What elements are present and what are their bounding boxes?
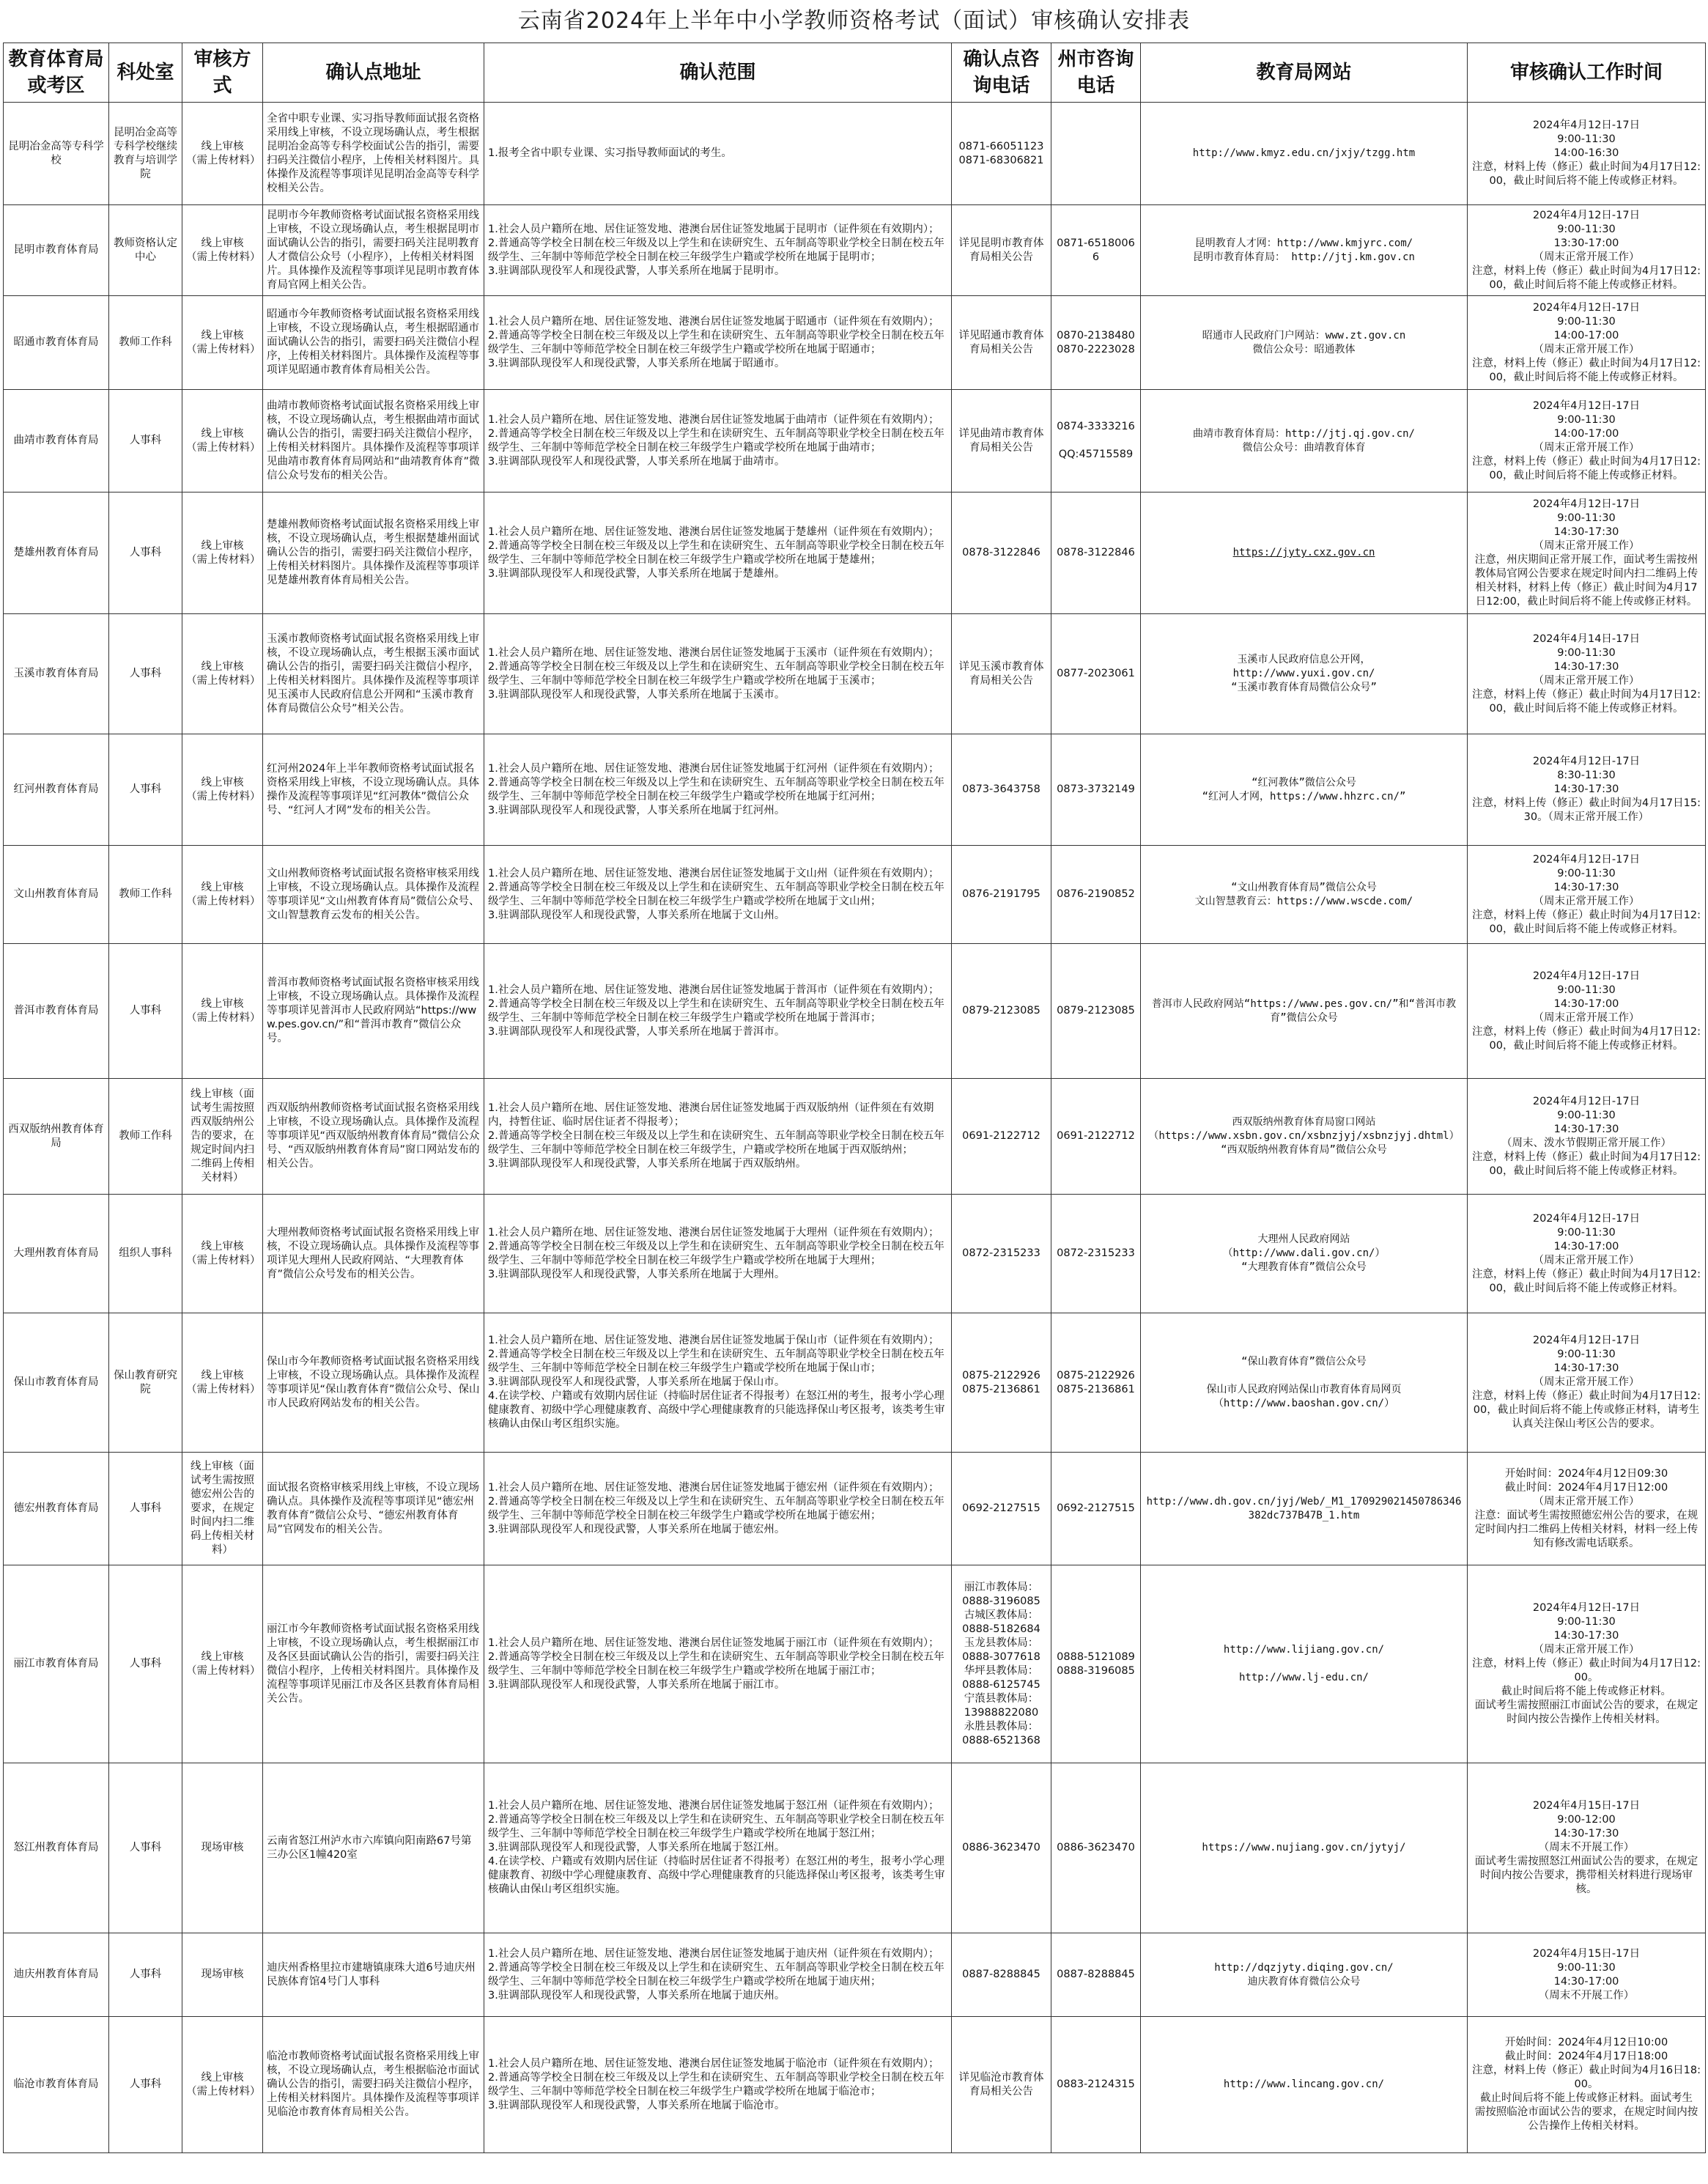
cell-website: http://dqzjyty.diqing.gov.cn/ 迪庆教育体育微信公众号	[1141, 1933, 1468, 2017]
cell-bureau: 昆明市教育体育局	[4, 205, 109, 296]
cell-address: 文山州教师资格考试面试报名资格审核采用线上审核，不设立现场确认点。具体操作及流程等事项详见“文山州教育体育局”微信公众号、文山智慧教育云发布的相关公告。	[263, 846, 484, 944]
cell-office: 人事科	[109, 390, 182, 492]
cell-website: 西双版纳州教育体育局窗口网站 （https://www.xsbn.gov.cn/xsbnzjyj/xsbnzjyj.dhtml） “西双版纳州教育体育局”微信公众号	[1141, 1079, 1468, 1195]
cell-city-phone: 0883-2124315	[1051, 2017, 1141, 2153]
cell-time: 2024年4月12日-17日 9:00-11:30 14:00-17:00 （周末正常开展工作） 注意，材料上传（修正）截止时间为4月17日12:00，截止时间后将不能上传或修正材料。	[1468, 390, 1706, 492]
table-row	[4, 1453, 1706, 1565]
cell-office: 人事科	[109, 1565, 182, 1763]
cell-office: 人事科	[109, 734, 182, 846]
cell-bureau: 昆明冶金高等专科学校	[4, 103, 109, 205]
cell-scope: 1.社会人员户籍所在地、居住证签发地、港澳台居住证签发地属于昆明市（证件须在有效期内）； 2.普通高等学校全日制在校三年级及以上学生和在读研究生、五年制高等职业学校全日制在校五年级学生、三年制中等师范学校全日制在校三年级学生户籍或学校所在地属于昆明市； 3.驻调部队现役军人和现役武警，人事关系所在地属于昆明市。	[484, 205, 952, 296]
cell-point-phone: 0871-66051123 0871-68306821	[952, 103, 1051, 205]
cell-scope: 1.社会人员户籍所在地、居住证签发地、港澳台居住证签发地属于丽江市（证件须在有效期内）； 2.普通高等学校全日制在校三年级及以上学生和在读研究生、五年制高等职业学校全日制在校五年级学生、三年制中等师范学校全日制在校三年级学生户籍或学校所在地属于丽江市； 3.驻调部队现役军人和现役武警，人事关系所在地属于丽江市。	[484, 1565, 952, 1763]
cell-point-phone: 详见曲靖市教育体育局相关公告	[952, 390, 1051, 492]
cell-address: 玉溪市教师资格考试面试报名资格采用线上审核，不设立现场确认点，考生根据玉溪市面试确认公告的指引，需要扫码关注微信小程序，上传相关材料图片。具体操作及流程等事项详见玉溪市人民政府信息公开网和“玉溪市教育体育局微信公众号”相关公告。	[263, 614, 484, 734]
cell-office: 人事科	[109, 944, 182, 1079]
cell-scope: 1.社会人员户籍所在地、居住证签发地、港澳台居住证签发地属于曲靖市（证件须在有效期内）； 2.普通高等学校全日制在校三年级及以上学生和在读研究生、五年制高等职业学校全日制在校五年级学生、三年制中等师范学校全日制在校三年级学生户籍或学校所在地属于曲靖市； 3.驻调部队现役军人和现役武警，人事关系所在地属于曲靖市。	[484, 390, 952, 492]
table-row	[4, 205, 1706, 296]
cell-bureau: 丽江市教育体育局	[4, 1565, 109, 1763]
cell-scope: 1.社会人员户籍所在地、居住证签发地、港澳台居住证签发地属于临沧市（证件须在有效期内）； 2.普通高等学校全日制在校三年级及以上学生和在读研究生、五年制高等职业学校全日制在校五年级学生、三年制中等师范学校全日制在校三年级学生户籍或学校所在地属于临沧市； 3.驻调部队现役军人和现役武警，人事关系所在地属于临沧市。	[484, 2017, 952, 2153]
cell-scope: 1.报考全省中职专业课、实习指导教师面试的考生。	[484, 103, 952, 205]
cell-address: 曲靖市教师资格考试面试报名资格采用线上审核，不设立现场确认点，考生根据曲靖市面试确认公告的指引，需要扫码关注微信小程序，上传相关材料图片。具体操作及流程等事项详见曲靖市教育体育局网站和“曲靖教育体育”微信公众号发布的相关公告。	[263, 390, 484, 492]
cell-scope: 1.社会人员户籍所在地、居住证签发地、港澳台居住证签发地属于昭通市（证件须在有效期内）； 2.普通高等学校全日制在校三年级及以上学生和在读研究生、五年制高等职业学校全日制在校五年级学生、三年制中等师范学校全日制在校三年级学生户籍或学校所在地属于昭通市； 3.驻调部队现役军人和现役武警，人事关系所在地属于昭通市。	[484, 296, 952, 390]
cell-point-phone: 0876-2191795	[952, 846, 1051, 944]
header-bureau: 教育体育局或考区	[4, 43, 109, 103]
cell-bureau: 玉溪市教育体育局	[4, 614, 109, 734]
cell-time: 开始时间：2024年4月12日10:00 截止时间：2024年4月17日18:00 注意，材料上传（修正）截止时间为4月16日18:00。 截止时间后将不能上传或修正材料。面试考生 需按照临沧市面试公告的要求，在规定时间内按公告操作上传相关材料。	[1468, 2017, 1706, 2153]
cell-method: 线上审核（面试考生需按照西双版纳州公告的要求，在规定时间内扫二维码上传相关材料）	[182, 1079, 263, 1195]
cell-address: 楚雄州教师资格考试面试报名资格采用线上审核，不设立现场确认点，考生根据楚雄州面试确认公告的指引，需要扫码关注微信小程序，上传相关材料图片。具体操作及流程等事项详见楚雄州教育体育局相关公告。	[263, 492, 484, 614]
header-time: 审核确认工作时间	[1468, 43, 1706, 103]
cell-website: “红河教体”微信公众号 “红河人才网，https://www.hhzrc.cn/”	[1141, 734, 1468, 846]
cell-address: 迪庆州香格里拉市建塘镇康珠大道6号迪庆州民族体育馆4号门人事科	[263, 1933, 484, 2017]
cell-address: 丽江市今年教师资格考试面试报名资格采用线上审核，不设立现场确认点，考生根据丽江市及各区县面试确认公告的指引，需要扫码关注微信小程序，上传相关材料图片。具体操作及流程等事项详见丽江市及各区县教育体育局相关公告。	[263, 1565, 484, 1763]
cell-website: “保山教育体育”微信公众号 保山市人民政府网站保山市教育体育局网页 （http://www.baoshan.gov.cn/）	[1141, 1313, 1468, 1453]
cell-point-phone: 0887-8288845	[952, 1933, 1051, 2017]
cell-point-phone: 0875-2122926 0875-2136861	[952, 1313, 1051, 1453]
cell-point-phone: 详见昭通市教育体育局相关公告	[952, 296, 1051, 390]
cell-bureau: 怒江州教育体育局	[4, 1763, 109, 1933]
cell-city-phone	[1051, 103, 1141, 205]
table-row	[4, 1079, 1706, 1195]
cell-website: http://www.kmyz.edu.cn/jxjy/tzgg.htm	[1141, 103, 1468, 205]
cell-bureau: 大理州教育体育局	[4, 1195, 109, 1313]
cell-bureau: 昭通市教育体育局	[4, 296, 109, 390]
cell-time: 2024年4月12日-17日 9:00-11:30 14:30-17:00 （周末正常开展工作） 注意，材料上传（修正）截止时间为4月17日12:00，截止时间后将不能上传或修正材料。	[1468, 1195, 1706, 1313]
header-address: 确认点地址	[263, 43, 484, 103]
cell-city-phone: 0879-2123085	[1051, 944, 1141, 1079]
cell-city-phone: 0886-3623470	[1051, 1763, 1141, 1933]
table-row	[4, 2017, 1706, 2153]
cell-office: 教师工作科	[109, 1079, 182, 1195]
cell-method: 线上审核（面试考生需按照德宏州公告的要求，在规定时间内扫二维码上传相关材料）	[182, 1453, 263, 1565]
cell-time: 2024年4月12日-17日 9:00-11:30 14:00-16:30 注意，材料上传（修正）截止时间为4月17日12:00，截止时间后将不能上传或修正材料。	[1468, 103, 1706, 205]
cell-office: 人事科	[109, 1763, 182, 1933]
cell-method: 线上审核 （需上传材料）	[182, 846, 263, 944]
table-row	[4, 103, 1706, 205]
table-row	[4, 1763, 1706, 1933]
website-link[interactable]: https://jyty.cxz.gov.cn	[1232, 547, 1375, 558]
cell-scope: 1.社会人员户籍所在地、居住证签发地、港澳台居住证签发地属于楚雄州（证件须在有效期内）； 2.普通高等学校全日制在校三年级及以上学生和在读研究生、五年制高等职业学校全日制在校五年级学生、三年制中等师范学校全日制在校三年级学生户籍或学校所在地属于楚雄州； 3.驻调部队现役军人和现役武警，人事关系所在地属于楚雄州。	[484, 492, 952, 614]
cell-point-phone: 0879-2123085	[952, 944, 1051, 1079]
cell-office: 人事科	[109, 492, 182, 614]
cell-method: 现场审核	[182, 1933, 263, 2017]
table-row	[4, 1565, 1706, 1763]
cell-point-phone: 详见昆明市教育体育局相关公告	[952, 205, 1051, 296]
cell-website: 普洱市人民政府网站“https://www.pes.gov.cn/”和“普洱市教育”微信公众号	[1141, 944, 1468, 1079]
cell-bureau: 西双版纳州教育体育局	[4, 1079, 109, 1195]
cell-website: 大理州人民政府网站 （http://www.dali.gov.cn/） “大理教育体育”微信公众号	[1141, 1195, 1468, 1313]
cell-website: 昆明教育人才网：http://www.kmjyrc.com/ 昆明市教育体育局： http://jtj.km.gov.cn	[1141, 205, 1468, 296]
cell-website: “文山州教育体育局”微信公众号 文山智慧教育云：https://www.wscde.com/	[1141, 846, 1468, 944]
cell-time: 2024年4月12日-17日 9:00-11:30 14:30-17:30 （周末正常开展工作） 注意，材料上传（修正）截止时间为4月17日12:00。 截止时间后将不能上传或修正材料。 面试考生需按照丽江市面试公告的要求，在规定时间内按公告操作上传相关材料。	[1468, 1565, 1706, 1763]
cell-time: 2024年4月12日-17日 9:00-11:30 14:30-17:30 （周末正常开展工作） 注意，材料上传（修正）截止时间为4月17日12:00，截止时间后将不能上传或修正材料。	[1468, 846, 1706, 944]
cell-point-phone: 详见玉溪市教育体育局相关公告	[952, 614, 1051, 734]
cell-address: 西双版纳州教师资格考试面试报名资格采用线上审核，不设立现场确认点。具体操作及流程等事项详见“西双版纳州教育体育局”微信公众号、“西双版纳州教育体育局”窗口网站发布的相关公告。	[263, 1079, 484, 1195]
cell-city-phone: 0873-3732149	[1051, 734, 1141, 846]
cell-city-phone: 0877-2023061	[1051, 614, 1141, 734]
cell-time: 2024年4月15日-17日 9:00-12:00 14:30-17:30 （周末不开展工作） 面试考生需按照怒江州面试公告的要求，在规定时间内按公告要求，携带相关材料进行现场审核。	[1468, 1763, 1706, 1933]
cell-method: 线上审核 （需上传材料）	[182, 1195, 263, 1313]
cell-address: 云南省怒江州泸水市六库镇向阳南路67号第三办公区1幢420室	[263, 1763, 484, 1933]
page-title: 云南省2024年上半年中小学教师资格考试（面试）审核确认安排表	[517, 8, 1191, 34]
cell-method: 线上审核 （需上传材料）	[182, 2017, 263, 2153]
header-website: 教育局网站	[1141, 43, 1468, 103]
cell-website: 昭通市人民政府门户网站：www.zt.gov.cn 微信公众号：昭通教体	[1141, 296, 1468, 390]
cell-scope: 1.社会人员户籍所在地、居住证签发地、港澳台居住证签发地属于德宏州（证件须在有效期内）； 2.普通高等学校全日制在校三年级及以上学生和在读研究生、五年制高等职业学校全日制在校五年级学生、三年制中等师范学校全日制在校三年级学生户籍或学校所在地属于德宏州； 3.驻调部队现役军人和现役武警，人事关系所在地属于德宏州。	[484, 1453, 952, 1565]
cell-scope: 1.社会人员户籍所在地、居住证签发地、港澳台居住证签发地属于大理州（证件须在有效期内）； 2.普通高等学校全日制在校三年级及以上学生和在读研究生、五年制高等职业学校全日制在校五年级学生、三年制中等师范学校全日制在校三年级学生户籍或学校所在地属于大理州； 3.驻调部队现役军人和现役武警，人事关系所在地属于大理州。	[484, 1195, 952, 1313]
header-method: 审核方式	[182, 43, 263, 103]
cell-bureau: 红河州教育体育局	[4, 734, 109, 846]
cell-bureau: 文山州教育体育局	[4, 846, 109, 944]
cell-method: 现场审核	[182, 1763, 263, 1933]
cell-address: 红河州2024年上半年教师资格考试面试报名资格采用线上审核，不设立现场确认点。具体操作及流程等事项详见“红河教体”微信公众号、“红河人才网”发布的相关公告。	[263, 734, 484, 846]
cell-address: 面试报名资格审核采用线上审核，不设立现场确认点。具体操作及流程等事项详见“德宏州教育体育”微信公众号、“德宏州教育体育局”官网发布的相关公告。	[263, 1453, 484, 1565]
cell-method: 线上审核 （需上传材料）	[182, 390, 263, 492]
table-row	[4, 492, 1706, 614]
cell-office: 保山教育研究院	[109, 1313, 182, 1453]
cell-website: 曲靖市教育体育局：http://jtj.qj.gov.cn/ 微信公众号：曲靖教育体育	[1141, 390, 1468, 492]
cell-point-phone: 0691-2122712	[952, 1079, 1051, 1195]
table-row	[4, 296, 1706, 390]
cell-method: 线上审核 （需上传材料）	[182, 103, 263, 205]
header-city-phone: 州市咨询电话	[1051, 43, 1141, 103]
cell-city-phone: 0887-8288845	[1051, 1933, 1141, 2017]
cell-scope: 1.社会人员户籍所在地、居住证签发地、港澳台居住证签发地属于文山州（证件须在有效期内）； 2.普通高等学校全日制在校三年级及以上学生和在读研究生、五年制高等职业学校全日制在校五年级学生、三年制中等师范学校全日制在校三年级学生户籍或学校所在地属于文山州； 3.驻调部队现役军人和现役武警，人事关系所在地属于文山州。	[484, 846, 952, 944]
cell-time: 2024年4月12日-17日 9:00-11:30 13:30-17:00 （周末正常开展工作） 注意，材料上传（修正）截止时间为4月17日12:00，截止时间后将不能上传或修正材料。	[1468, 205, 1706, 296]
cell-bureau: 保山市教育体育局	[4, 1313, 109, 1453]
cell-city-phone: 0692-2127515	[1051, 1453, 1141, 1565]
cell-address: 全省中职专业课、实习指导教师面试报名资格采用线上审核，不设立现场确认点，考生根据昆明冶金高等专科学校面试公告的指引，需要扫码关注微信小程序，上传相关材料图片。具体操作及流程等事项详见昆明冶金高等专科学校相关公告。	[263, 103, 484, 205]
cell-time: 2024年4月14日-17日 9:00-11:30 14:30-17:30 （周末正常开展工作） 注意，材料上传（修正）截止时间为4月17日12:00，截止时间后将不能上传或修正材料。	[1468, 614, 1706, 734]
cell-address: 临沧市教师资格考试面试报名资格采用线上审核，不设立现场确认点，考生根据临沧市面试确认公告的指引，需要扫码关注微信小程序，上传相关材料图片。具体操作及流程等事项详见临沧市教育体育局相关公告。	[263, 2017, 484, 2153]
cell-bureau: 德宏州教育体育局	[4, 1453, 109, 1565]
cell-website: http://www.lijiang.gov.cn/ http://www.lj-edu.cn/	[1141, 1565, 1468, 1763]
cell-address: 保山市今年教师资格考试面试报名资格采用线上审核，不设立现场确认点。具体操作及流程等事项详见“保山教育体育”微信公众号、保山市人民政府网站发布的相关公告。	[263, 1313, 484, 1453]
cell-website	[1141, 492, 1468, 614]
header-row	[4, 43, 1706, 103]
cell-method: 线上审核 （需上传材料）	[182, 944, 263, 1079]
cell-city-phone: 0870-2138480 0870-2223028	[1051, 296, 1141, 390]
cell-city-phone: 0876-2190852	[1051, 846, 1141, 944]
cell-office: 人事科	[109, 614, 182, 734]
cell-scope: 1.社会人员户籍所在地、居住证签发地、港澳台居住证签发地属于普洱市（证件须在有效期内）； 2.普通高等学校全日制在校三年级及以上学生和在读研究生、五年制高等职业学校全日制在校五年级学生、三年制中等师范学校全日制在校三年级学生户籍或学校所在地属于普洱市； 3.驻调部队现役军人和现役武警，人事关系所在地属于普洱市。	[484, 944, 952, 1079]
cell-point-phone: 0878-3122846	[952, 492, 1051, 614]
cell-scope: 1.社会人员户籍所在地、居住证签发地、港澳台居住证签发地属于西双版纳州（证件须在有效期内，持暂住证、临时居住证者不得报考）； 2.普通高等学校全日制在校三年级及以上学生和在读研究生、五年制高等职业学校全日制在校五年级学生、三年制中等师范学校全日制在校三年级学生，户籍或学校所在地属于西双版纳州； 3.驻调部队现役军人和现役武警，人事关系所在地属于西双版纳州。	[484, 1079, 952, 1195]
table-row	[4, 846, 1706, 944]
cell-method: 线上审核 （需上传材料）	[182, 492, 263, 614]
cell-bureau: 临沧市教育体育局	[4, 2017, 109, 2153]
cell-website: http://www.dh.gov.cn/jyj/Web/_M1_170929021450786346382dc737B47B_1.htm	[1141, 1453, 1468, 1565]
cell-method: 线上审核 （需上传材料）	[182, 1565, 263, 1763]
header-scope: 确认范围	[484, 43, 952, 103]
table-body	[4, 103, 1706, 2153]
cell-scope: 1.社会人员户籍所在地、居住证签发地、港澳台居住证签发地属于玉溪市（证件须在有效期内）； 2.普通高等学校全日制在校三年级及以上学生和在读研究生、五年制高等职业学校全日制在校五年级学生、三年制中等师范学校全日制在校三年级学生户籍或学校所在地属于玉溪市； 3.驻调部队现役军人和现役武警，人事关系所在地属于玉溪市。	[484, 614, 952, 734]
cell-time: 2024年4月12日-17日 9:00-11:30 14:30-17:30 （周末、泼水节假期正常开展工作） 注意，材料上传（修正）截止时间为4月17日12:00，截止时间后将不能上传或修正材料。	[1468, 1079, 1706, 1195]
cell-time: 2024年4月12日-17日 9:00-11:30 14:00-17:00 （周末正常开展工作） 注意，材料上传（修正）截止时间为4月17日12:00，截止时间后将不能上传或修正材料。	[1468, 296, 1706, 390]
cell-bureau: 楚雄州教育体育局	[4, 492, 109, 614]
table-row	[4, 614, 1706, 734]
table-row	[4, 390, 1706, 492]
cell-city-phone: 0874-3333216 QQ:45715589	[1051, 390, 1141, 492]
cell-method: 线上审核 （需上传材料）	[182, 1313, 263, 1453]
schedule-table	[3, 43, 1706, 2153]
table-row	[4, 1195, 1706, 1313]
cell-method: 线上审核 （需上传材料）	[182, 205, 263, 296]
cell-point-phone: 0873-3643758	[952, 734, 1051, 846]
table-row	[4, 944, 1706, 1079]
cell-city-phone: 0691-2122712	[1051, 1079, 1141, 1195]
cell-point-phone: 丽江市教体局： 0888-3196085 古城区教体局： 0888-5182684 玉龙县教体局： 0888-3077618 华坪县教体局： 0888-6125745 宁蒗县教体局： 13988822080 永胜县教体局： 0888-6521368	[952, 1565, 1051, 1763]
cell-time: 2024年4月12日-17日 9:00-11:30 14:30-17:30 （周末正常开展工作） 注意，材料上传（修正）截止时间为4月17日12:00，截止时间后将不能上传或修正材料，请考生认真关注保山考区公告的要求。	[1468, 1313, 1706, 1453]
cell-time: 2024年4月12日-17日 8:30-11:30 14:30-17:30 注意，材料上传（修正）截止时间为4月17日15:30。（周末正常开展工作）	[1468, 734, 1706, 846]
cell-office: 人事科	[109, 1453, 182, 1565]
cell-office: 教师工作科	[109, 846, 182, 944]
cell-city-phone: 0875-2122926 0875-2136861	[1051, 1313, 1141, 1453]
cell-office: 人事科	[109, 1933, 182, 2017]
cell-point-phone: 详见临沧市教育体育局相关公告	[952, 2017, 1051, 2153]
cell-scope: 1.社会人员户籍所在地、居住证签发地、港澳台居住证签发地属于红河州（证件须在有效期内）； 2.普通高等学校全日制在校三年级及以上学生和在读研究生、五年制高等职业学校全日制在校五年级学生、三年制中等师范学校全日制在校三年级学生户籍或学校所在地属于红河州； 3.驻调部队现役军人和现役武警，人事关系所在地属于红河州。	[484, 734, 952, 846]
cell-address: 昆明市今年教师资格考试面试报名资格采用线上审核，不设立现场确认点，考生根据昆明市面试确认公告的指引，需要扫码关注昆明教育人才微信公众号（小程序），上传相关材料图片。具体操作及流程等事项详见昆明市教育体育局官网上相关公告。	[263, 205, 484, 296]
table-row	[4, 734, 1706, 846]
cell-bureau: 曲靖市教育体育局	[4, 390, 109, 492]
cell-bureau: 迪庆州教育体育局	[4, 1933, 109, 2017]
cell-website: https://www.nujiang.gov.cn/jytyj/	[1141, 1763, 1468, 1933]
cell-office: 人事科	[109, 2017, 182, 2153]
cell-website: http://www.lincang.gov.cn/	[1141, 2017, 1468, 2153]
cell-method: 线上审核 （需上传材料）	[182, 734, 263, 846]
cell-time: 2024年4月15日-17日 9:00-11:30 14:30-17:00 （周末不开展工作）	[1468, 1933, 1706, 2017]
cell-city-phone: 0888-5121089 0888-3196085	[1051, 1565, 1141, 1763]
cell-office: 教师工作科	[109, 296, 182, 390]
cell-scope: 1.社会人员户籍所在地、居住证签发地、港澳台居住证签发地属于迪庆州（证件须在有效期内）； 2.普通高等学校全日制在校三年级及以上学生和在读研究生、五年制高等职业学校全日制在校五年级学生、三年制中等师范学校全日制在校三年级学生户籍或学校所在地属于迪庆州； 3.驻调部队现役军人和现役武警，人事关系所在地属于迪庆州。	[484, 1933, 952, 2017]
header-point-phone: 确认点咨询电话	[952, 43, 1051, 103]
cell-point-phone: 0692-2127515	[952, 1453, 1051, 1565]
cell-scope: 1.社会人员户籍所在地、居住证签发地、港澳台居住证签发地属于保山市（证件须在有效期内）； 2.普通高等学校全日制在校三年级及以上学生和在读研究生、五年制高等职业学校全日制在校五年级学生、三年制中等师范学校全日制在校三年级学生户籍或学校所在地属于保山市； 3.驻调部队现役军人和现役武警，人事关系所在地属于保山市。 4.在读学校、户籍或有效期内居住证（持临时居住证者不得报考）在怒江州的考生，报考小学心理健康教育、初级中学心理健康教育、高级中学心理健康教育的只能选择保山考区报考，该类考生审核确认由保山考区组织实施。	[484, 1313, 952, 1453]
cell-bureau: 普洱市教育体育局	[4, 944, 109, 1079]
cell-method: 线上审核 （需上传材料）	[182, 614, 263, 734]
cell-city-phone: 0878-3122846	[1051, 492, 1141, 614]
cell-website: 玉溪市人民政府信息公开网， http://www.yuxi.gov.cn/ “玉溪市教育体育局微信公众号”	[1141, 614, 1468, 734]
cell-time: 2024年4月12日-17日 9:00-11:30 14:30-17:30 （周末正常开展工作） 注意，州庆期间正常开展工作，面试考生需按州教体局官网公告要求在规定时间内扫二维码上传相关材料，材料上传（修正）截止时间为4月17日12:00，截止时间后将不能上传或修正材料。	[1468, 492, 1706, 614]
table-row	[4, 1933, 1706, 2017]
cell-time: 2024年4月12日-17日 9:00-11:30 14:30-17:00 （周末正常开展工作） 注意，材料上传（修正）截止时间为4月17日12:00，截止时间后将不能上传或修正材料。	[1468, 944, 1706, 1079]
cell-point-phone: 0886-3623470	[952, 1763, 1051, 1933]
table-row	[4, 1313, 1706, 1453]
cell-office: 昆明冶金高等专科学校继续教育与培训学院	[109, 103, 182, 205]
cell-scope: 1.社会人员户籍所在地、居住证签发地、港澳台居住证签发地属于怒江州（证件须在有效期内）； 2.普通高等学校全日制在校三年级及以上学生和在读研究生、五年制高等职业学校全日制在校五年级学生、三年制中等师范学校全日制在校三年级学生户籍或学校所在地属于怒江州； 3.驻调部队现役军人和现役武警，人事关系所在地属于怒江州。 4.在读学校、户籍或有效期内居住证（持临时居住证者不得报考）在怒江州的考生，报考小学心理健康教育、初级中学心理健康教育、高级中学心理健康教育的只能选择保山考区报考，该类考生审核确认由保山考区组织实施。	[484, 1763, 952, 1933]
cell-method: 线上审核 （需上传材料）	[182, 296, 263, 390]
cell-city-phone: 0872-2315233	[1051, 1195, 1141, 1313]
cell-address: 昭通市今年教师资格考试面试报名资格采用线上审核，不设立现场确认点，考生根据昭通市面试确认公告的指引，需要扫码关注微信小程序，上传相关材料图片。具体操作及流程等事项详见昭通市教育体育局相关公告。	[263, 296, 484, 390]
header-office: 科处室	[109, 43, 182, 103]
cell-office: 组织人事科	[109, 1195, 182, 1313]
cell-city-phone: 0871-65180066	[1051, 205, 1141, 296]
cell-address: 大理州教师资格考试面试报名资格采用线上审核，不设立现场确认点。具体操作及流程等事项详见大理州人民政府网站、“大理教育体育”微信公众号发布的相关公告。	[263, 1195, 484, 1313]
cell-point-phone: 0872-2315233	[952, 1195, 1051, 1313]
cell-time: 开始时间：2024年4月12日09:30 截止时间：2024年4月17日12:00 （周末正常开展工作） 注意：面试考生需按照德宏州公告的要求，在规定时间内扫二维码上传相关材料，材料一经上传知有修改需电话联系。	[1468, 1453, 1706, 1565]
cell-address: 普洱市教师资格考试面试报名资格审核采用线上审核，不设立现场确认点。具体操作及流程等事项详见普洱市人民政府网站“https://www.pes.gov.cn/”和“普洱市教育”微信公众号。	[263, 944, 484, 1079]
cell-office: 教师资格认定中心	[109, 205, 182, 296]
